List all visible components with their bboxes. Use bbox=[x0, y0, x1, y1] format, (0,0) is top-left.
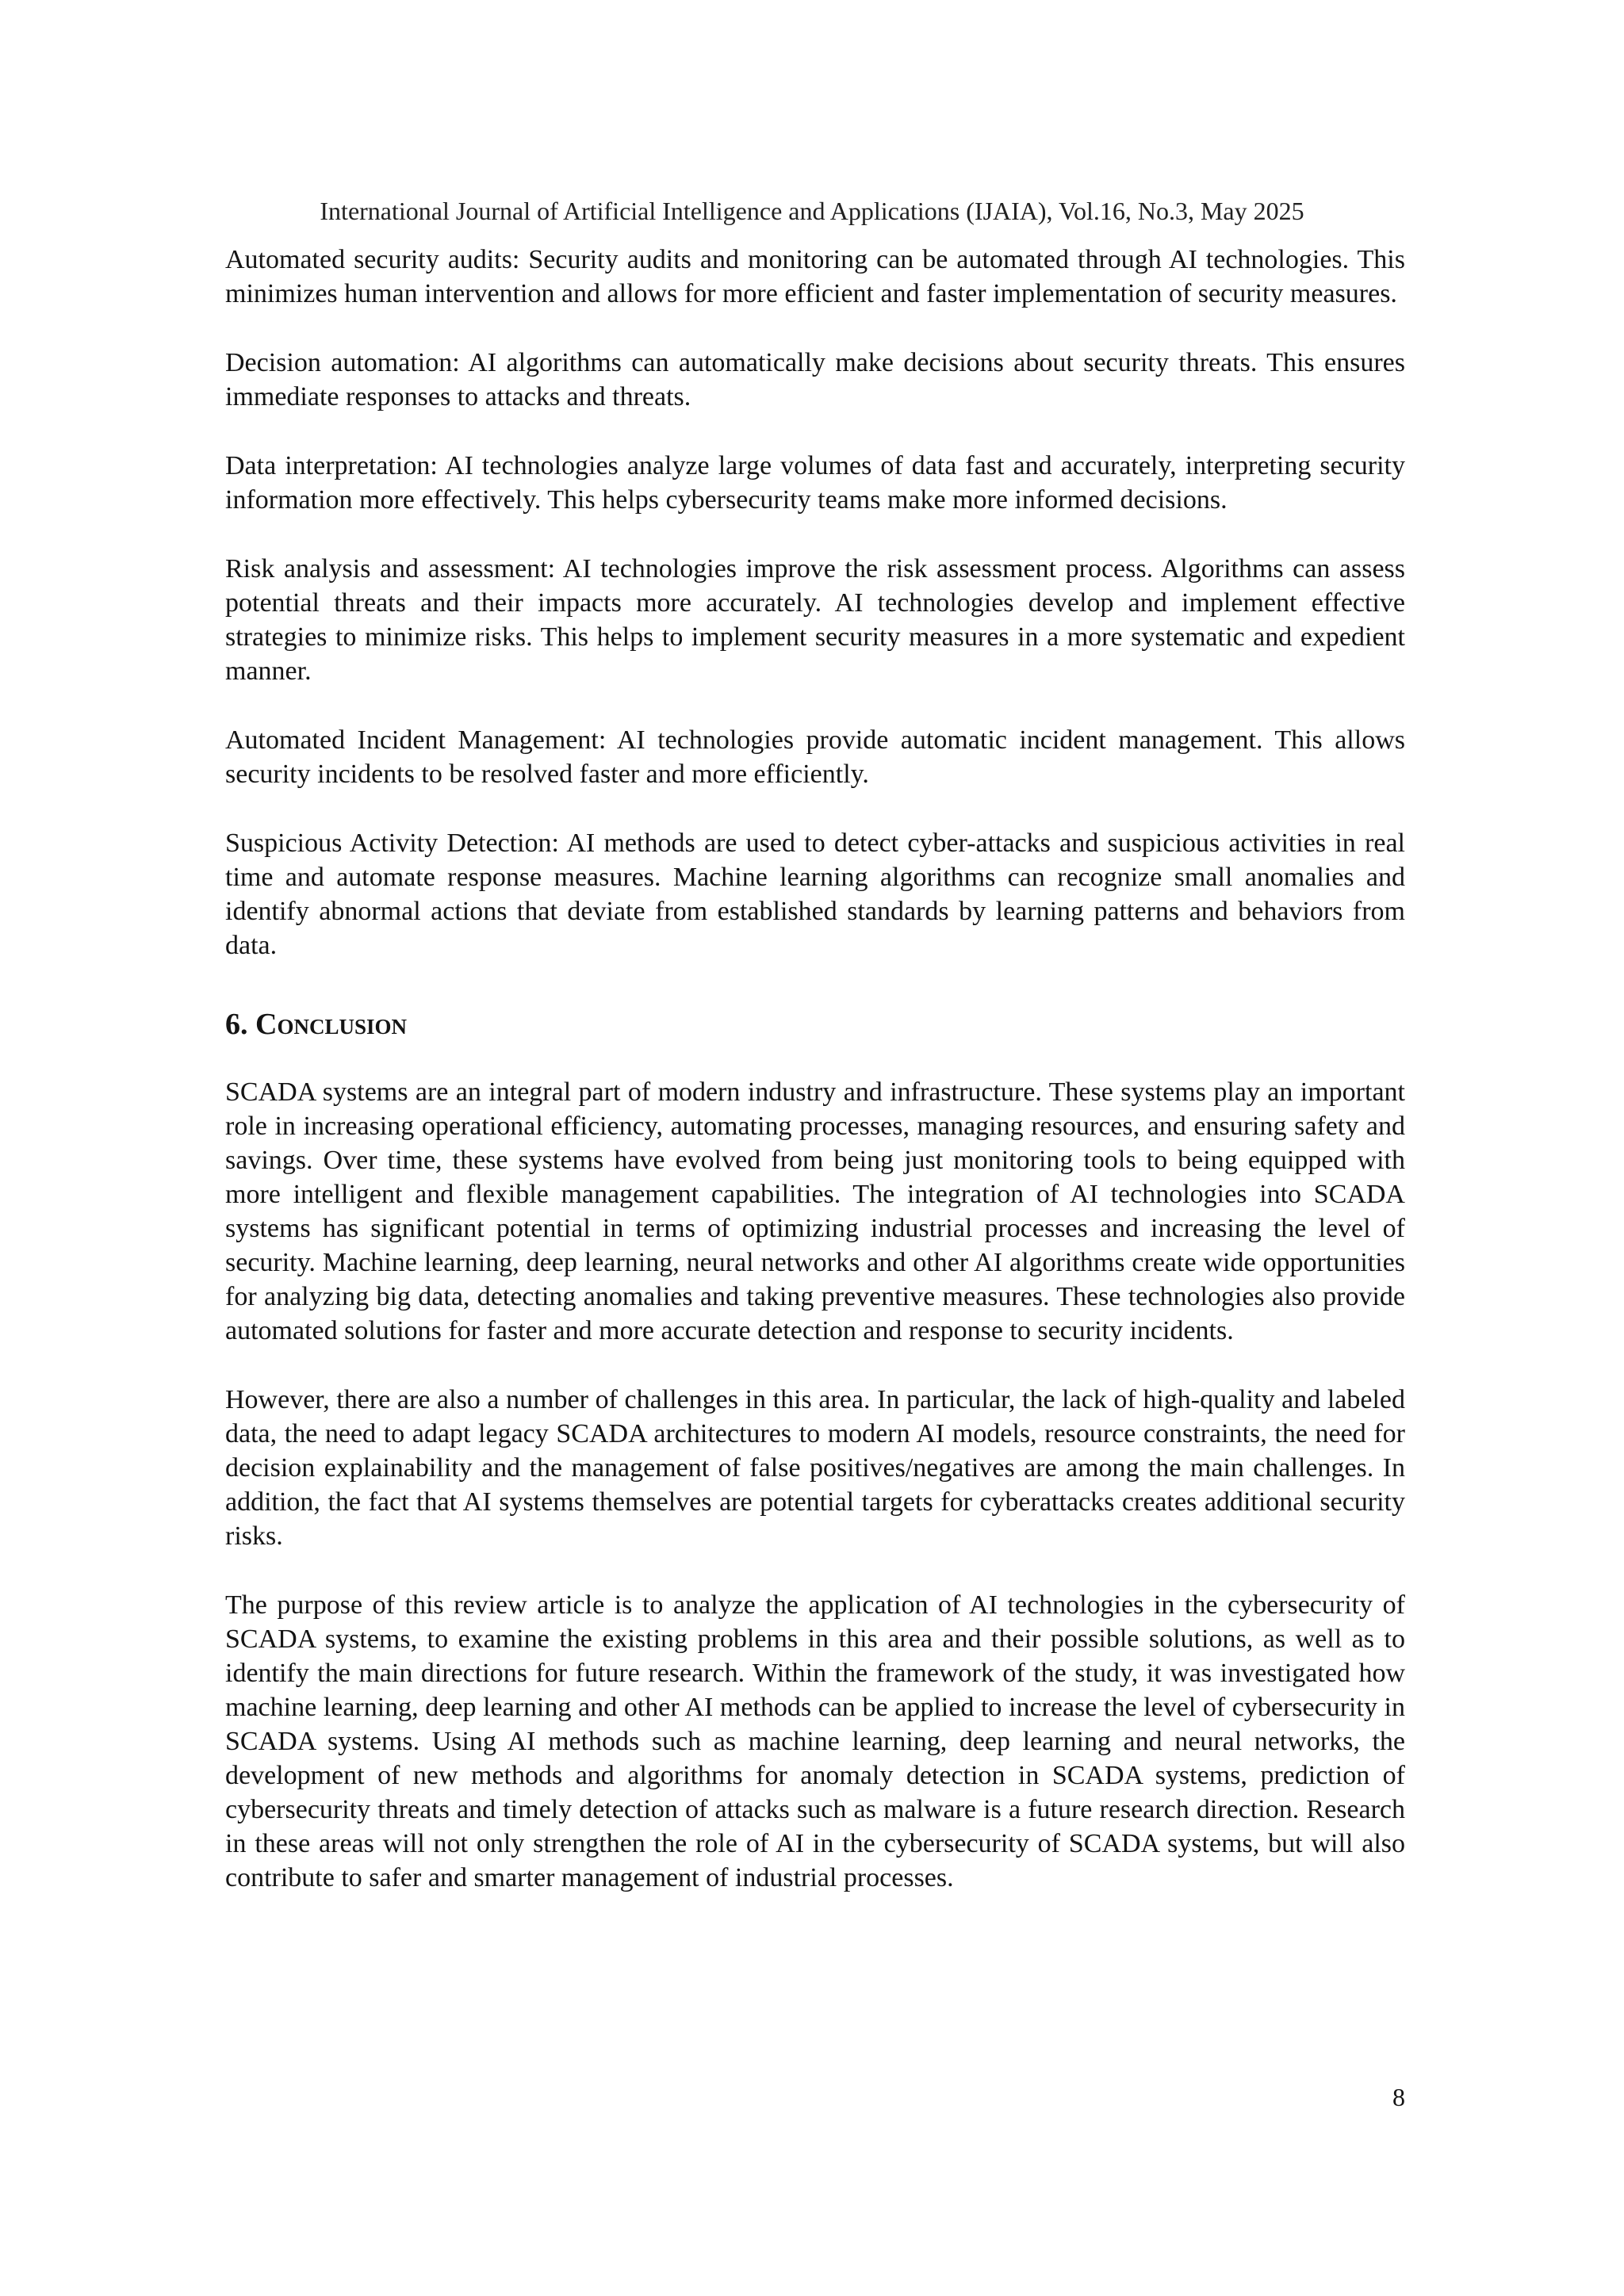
paragraph-suspicious-activity: Suspicious Activity Detection: AI methods are used to detect cyber-attacks and suspicious activities in real time and automate response measures. Machine learning algorithms can recognize small anomalies and identify abnormal actions that deviate from established standards by learning patterns and behaviors from data. bbox=[225, 828, 1405, 960]
paragraph-incident-management: Automated Incident Management: AI technologies provide automatic incident management. This allows security incidents to be resolved faster and more efficiently. bbox=[225, 725, 1405, 789]
page-body bbox=[225, 243, 1405, 1930]
paragraph-automated-security-audits: Automated security audits: Security audits and monitoring can be automated through AI technologies. This minimizes human intervention and allows for more efficient and faster implementation of security measures. bbox=[225, 245, 1405, 308]
section-title: Conclusion bbox=[255, 1008, 407, 1041]
paragraph-conclusion-3: The purpose of this review article is to analyze the application of AI technologies in the cybersecurity of SCADA systems, to examine the existing problems in this area and their possible solutions, as well as to identify the main directions for future research. Within the framework of the study, it was investigated how machine learning, deep learning and other AI methods can be applied to increase the level of cybersecurity in SCADA systems. Using AI methods such as machine learning, deep learning and neural networks, the development of new methods and algorithms for anomaly detection in SCADA systems, prediction of cybersecurity threats and timely detection of attacks such as malware is a future research direction. Research in these areas will not only strengthen the role of AI in the cybersecurity of SCADA systems, but will also contribute to safer and smarter management of industrial processes. bbox=[225, 1590, 1405, 1892]
paragraph-data-interpretation: Data interpretation: AI technologies analyze large volumes of data fast and accurately, interpreting security information more effectively. This helps cybersecurity teams make more informed decisions. bbox=[225, 451, 1405, 515]
running-header: International Journal of Artificial Intelligence and Applications (IJAIA), Vol.16, No.3, May 2025 bbox=[320, 197, 1304, 225]
paragraph-conclusion-1: SCADA systems are an integral part of modern industry and infrastructure. These systems play an important role in increasing operational efficiency, automating processes, managing resources, and ensuring safety and savings. Over time, these systems have evolved from being just monitoring tools to being equipped with more intelligent and flexible management capabilities. The integration of AI technologies into SCADA systems has significant potential in terms of optimizing industrial processes and increasing the level of security. Machine learning, deep learning, neural networks and other AI algorithms create wide opportunities for analyzing big data, detecting anomalies and taking preventive measures. These technologies also provide automated solutions for faster and more accurate detection and response to security incidents. bbox=[225, 1077, 1405, 1345]
section-heading bbox=[225, 1005, 1405, 1043]
paragraph-conclusion-2: However, there are also a number of challenges in this area. In particular, the lack of high-quality and labeled data, the need to adapt legacy SCADA architectures to modern AI models, resource constraints, the need for decision explainability and the management of false positives/negatives are among the main challenges. In addition, the fact that AI systems themselves are potential targets for cyberattacks creates additional security risks. bbox=[225, 1385, 1405, 1551]
section-number: 6. bbox=[225, 1008, 248, 1041]
paragraph-decision-automation: Decision automation: AI algorithms can automatically make decisions about security threats. This ensures immediate responses to attacks and threats. bbox=[225, 348, 1405, 411]
paragraph-risk-analysis: Risk analysis and assessment: AI technologies improve the risk assessment process. Algorithms can assess potential threats and their impacts more accurately. AI technologies develop and implement effective strategies to minimize risks. This helps to implement security measures in a more systematic and expedient manner. bbox=[225, 554, 1405, 686]
page-number: 8 bbox=[1392, 2083, 1405, 2111]
